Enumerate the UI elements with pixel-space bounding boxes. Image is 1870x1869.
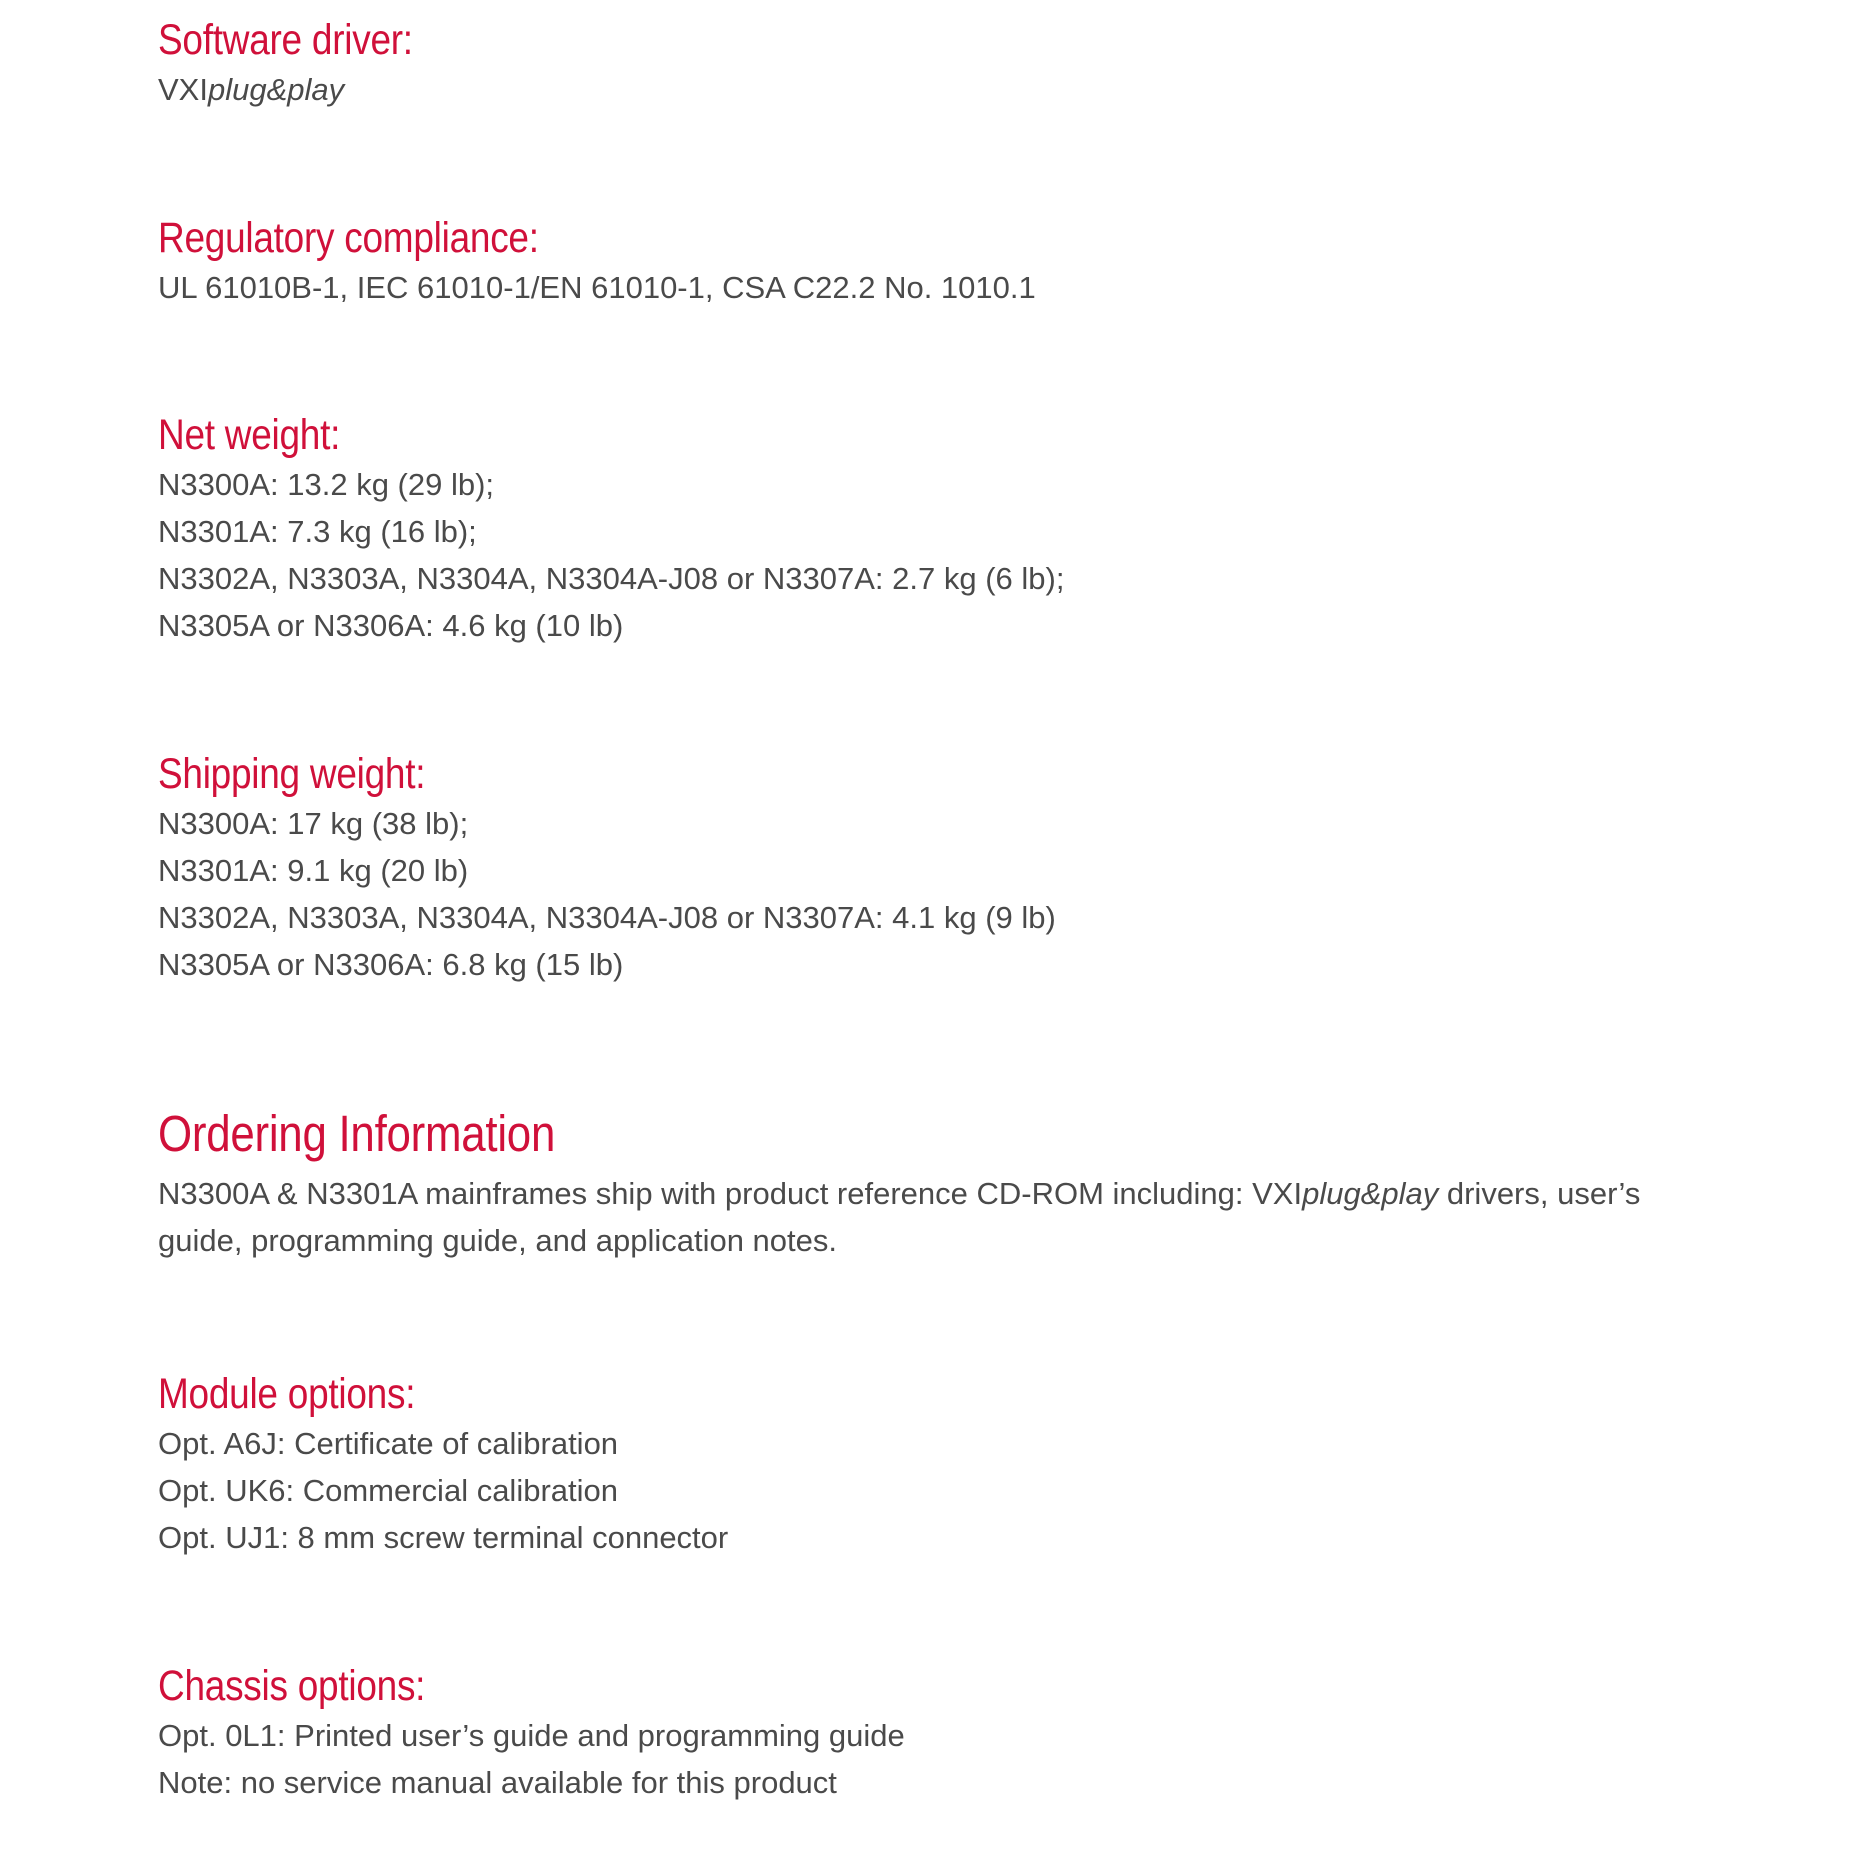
net-weight-line: N3302A, N3303A, N3304A, N3304A-J08 or N3307A: 2.7 kg (6 lb); [158, 561, 1065, 596]
module-options-heading: Module options: [158, 1370, 416, 1418]
shipping-weight-section [158, 748, 1758, 988]
ordering-section [158, 1104, 1758, 1264]
module-option-line: Opt. UK6: Commercial calibration [158, 1473, 618, 1508]
net-weight-heading: Net weight: [158, 411, 341, 459]
net-weight-section [158, 409, 1758, 649]
software-driver-heading: Software driver: [158, 16, 413, 64]
net-weight-line: N3301A: 7.3 kg (16 lb); [158, 514, 477, 549]
shipping-weight-line: N3305A or N3306A: 6.8 kg (15 lb) [158, 947, 624, 982]
ordering-heading: Ordering Information [158, 1105, 556, 1162]
shipping-weight-line: N3301A: 9.1 kg (20 lb) [158, 853, 469, 888]
ordering-paragraph: N3300A & N3301A mainframes ship with product reference CD-ROM including: VXIplug&play drivers, user’s guide, programming guide, and application notes. [158, 1176, 1641, 1258]
software-driver-section [158, 14, 1758, 113]
module-option-line: Opt. UJ1: 8 mm screw terminal connector [158, 1520, 729, 1555]
module-options-section [158, 1368, 1758, 1561]
regulatory-value: UL 61010B-1, IEC 61010-1/EN 61010-1, CSA C22.2 No. 1010.1 [158, 270, 1036, 305]
chassis-options-heading: Chassis options: [158, 1662, 426, 1710]
regulatory-heading: Regulatory compliance: [158, 214, 539, 262]
chassis-options-section [158, 1660, 1758, 1806]
shipping-weight-line: N3300A: 17 kg (38 lb); [158, 806, 469, 841]
regulatory-section [158, 212, 1758, 311]
shipping-weight-heading: Shipping weight: [158, 750, 426, 798]
chassis-option-line: Note: no service manual available for this product [158, 1765, 837, 1800]
shipping-weight-line: N3302A, N3303A, N3304A, N3304A-J08 or N3307A: 4.1 kg (9 lb) [158, 900, 1056, 935]
module-option-line: Opt. A6J: Certificate of calibration [158, 1426, 619, 1461]
net-weight-line: N3300A: 13.2 kg (29 lb); [158, 467, 495, 502]
software-driver-value: VXIplug&play [158, 72, 345, 107]
chassis-option-line: Opt. 0L1: Printed user’s guide and programming guide [158, 1718, 905, 1753]
net-weight-line: N3305A or N3306A: 4.6 kg (10 lb) [158, 608, 624, 643]
